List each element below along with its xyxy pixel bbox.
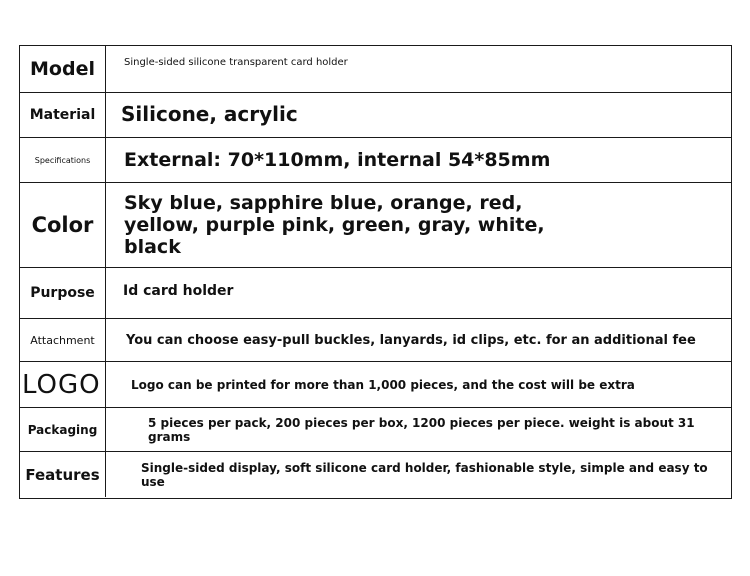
spec-value-attachment: You can choose easy-pull buckles, lanyards, id clips, etc. for an additional fee [126,332,696,348]
spec-value-model-text: Single-sided silicone transparent card holder [124,57,348,68]
spec-value-material: Silicone, acrylic [121,102,298,126]
spec-row-purpose [20,268,731,319]
spec-row-logo [20,362,731,408]
spec-label-color: Color [20,183,106,267]
spec-label-material: Material [20,93,106,137]
spec-label-packaging: Packaging [20,408,106,451]
spec-label-specifications: Specifications [20,138,106,182]
spec-row-material [20,93,731,138]
spec-table [19,45,732,499]
spec-row-features [20,452,731,497]
spec-label-features: Features [20,452,106,497]
spec-label-logo: LOGO [20,362,106,407]
spec-value-features: Single-sided display, soft silicone card holder, fashionable style, simple and easy to use [141,460,708,489]
spec-row-model [20,46,731,93]
spec-row-attachment [20,319,731,362]
spec-value-color [107,183,725,267]
spec-label-purpose: Purpose [20,268,106,318]
spec-value-packaging: 5 pieces per pack, 200 pieces per box, 1200 pieces per piece. weight is about 31 grams [148,415,695,444]
spec-row-packaging [20,408,731,452]
spec-row-color [20,183,731,268]
spec-value-color-text: Sky blue, sapphire blue, orange, red, yellow, purple pink, green, gray, white, black [124,192,545,258]
spec-label-attachment: Attachment [20,319,106,361]
spec-value-specifications: External: 70*110mm, internal 54*85mm [124,149,551,171]
spec-value-purpose: Id card holder [123,283,234,299]
spec-value-logo: Logo can be printed for more than 1,000 pieces, and the cost will be extra [131,378,635,392]
spec-row-specifications [20,138,731,183]
spec-value-model [107,46,725,92]
spec-label-model: Model [20,46,106,92]
